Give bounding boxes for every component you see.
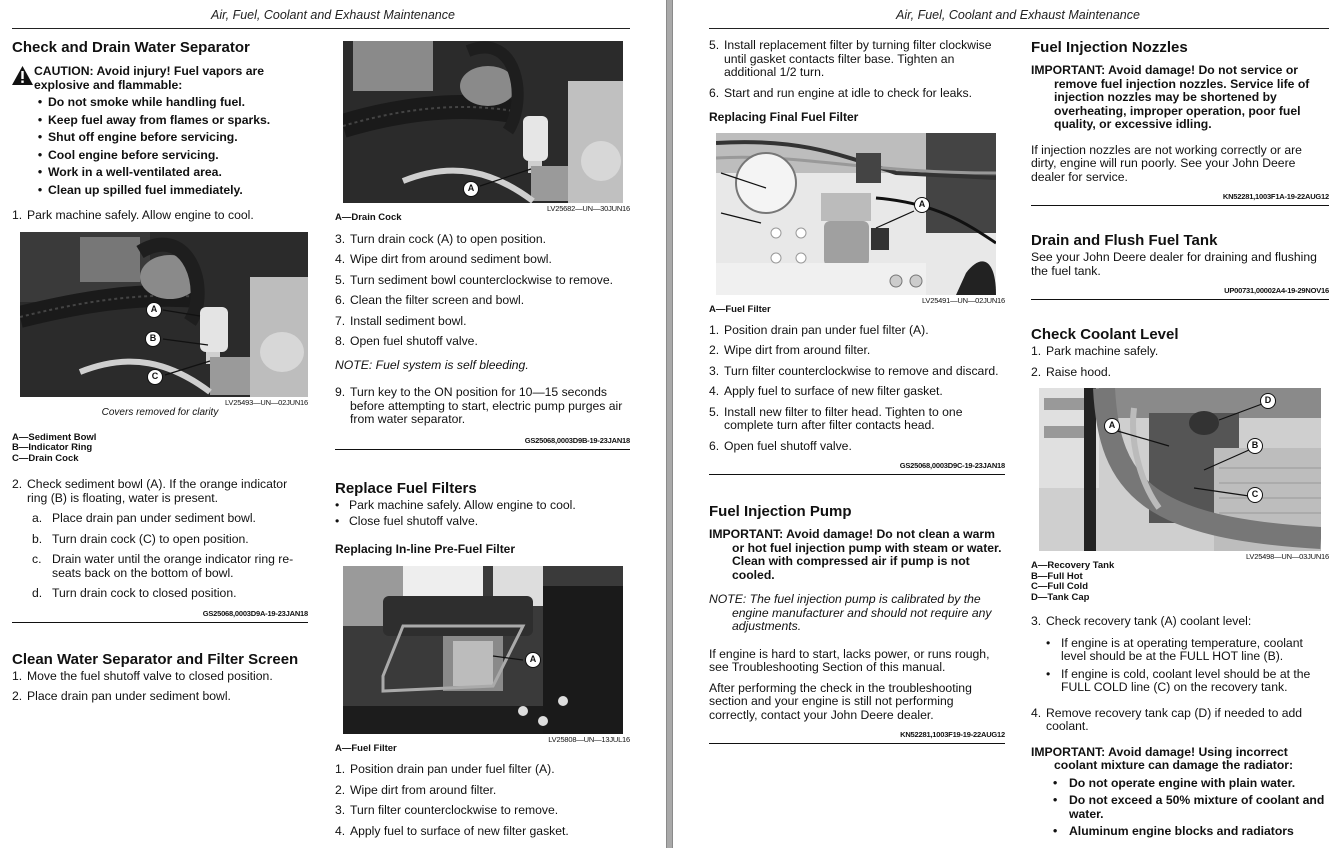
bullet-item: • If engine is cold, coolant level should be at the FULL COLD line (C) on the recovery tank. — [1046, 666, 1311, 694]
section-title: Clean Water Separator and Filter Screen — [12, 650, 299, 668]
callout-a: A — [146, 302, 162, 318]
left-col-1 — [12, 39, 308, 704]
legend-item: A—Recovery Tank — [1031, 560, 1115, 571]
step-item: 6. Start and run engine at idle to check for leaks. — [709, 85, 972, 100]
bullet-item: • Keep fuel away from flames or sparks. — [37, 112, 271, 127]
right-col-1 — [709, 34, 1005, 744]
reference-code: GS25068,0003D9A-19-23JAN18 — [202, 608, 308, 618]
paragraph: If injection nozzles are not working correctly or are dirty, engine will run poorly. See your John Deere dealer for service. — [1031, 142, 1302, 184]
figure-id: LV25493—UN—02JUN16 — [225, 397, 308, 407]
callout-a: A — [525, 652, 541, 668]
reference-code: KN52281,1003F1A-19-22AUG12 — [1222, 192, 1329, 201]
figure-legend — [335, 213, 630, 224]
callout-c: C — [1247, 487, 1263, 503]
figure-legend — [709, 305, 1005, 316]
section-rule — [12, 622, 308, 623]
callout-b: B — [1247, 438, 1263, 454]
section-rule — [709, 474, 1005, 475]
bullet-item: • Close fuel shutoff valve. — [335, 514, 479, 528]
filter-illustration — [716, 133, 996, 295]
section-title: Check Coolant Level — [1031, 326, 1179, 343]
figure-id: LV25808—UN—13JUL16 — [548, 734, 630, 744]
substep-item: d. Turn drain cock to closed position. — [32, 586, 237, 600]
bullet-item: • Do not operate engine with plain water. — [1053, 775, 1296, 790]
legend-item: D—Tank Cap — [1031, 591, 1090, 603]
step-item: 7. Install sediment bowl. — [335, 313, 467, 328]
step-item: 3. Check recovery tank (A) coolant level: — [1031, 614, 1252, 628]
section-rule — [335, 449, 630, 450]
figure-legend — [1031, 561, 1329, 603]
step-item: 8. Open fuel shutoff valve. — [335, 334, 478, 348]
left-col-2 — [335, 41, 630, 838]
figure-final-filter — [716, 133, 996, 295]
subsection-title: Replacing Final Fuel Filter — [709, 110, 859, 124]
step-item: 3. Turn drain cock (A) to open position. — [335, 231, 546, 246]
running-head: Air, Fuel, Coolant and Exhaust Maintenance — [211, 8, 455, 22]
figure-legend — [335, 744, 630, 755]
right-page — [673, 0, 1337, 848]
step-item: 2. Raise hood. — [1031, 364, 1112, 379]
step-item: 2. Check sediment bowl (A). If the orange indicator ring (B) is floating, water is present. — [12, 477, 288, 505]
callout-a: A — [914, 197, 930, 213]
step-item: 9. Turn key to the ON position for 10—15 seconds before attempting to start, electric pump purges air from water separator. — [335, 385, 623, 426]
step-item: 3. Turn filter counterclockwise to remove and discard. — [709, 363, 999, 378]
caution-bullets — [12, 96, 308, 197]
bullet-item: • Park machine safely. Allow engine to cool. — [335, 497, 576, 512]
reference-code: KN52281,1003F19-19-22AUG12 — [900, 730, 1005, 739]
bullet-item: • Aluminum engine blocks and radiators — [1053, 824, 1294, 838]
step-item: 4. Apply fuel to surface of new filter gasket. — [709, 384, 943, 398]
step-item: 3. Turn filter counterclockwise to remove. — [335, 803, 559, 817]
note-text: NOTE: Fuel system is self bleeding. — [335, 357, 529, 372]
important-text: IMPORTANT: Avoid damage! Do not clean a warm or hot fuel injection pump with steam or water. Clean with compressed air if pump is not cooled. — [709, 527, 1002, 582]
substep-item: b. Turn drain cock (C) to open position. — [32, 531, 249, 546]
callout-c: C — [147, 369, 163, 385]
bullet-item: • Work in a well-ventilated area. — [37, 165, 222, 179]
paragraph: After performing the check in the troubleshooting section and your engine is still not performing correctly, contact your John Deere dealer. — [709, 680, 972, 722]
bullet-item: • Do not exceed a 50% mixture of coolant and water. — [1053, 793, 1325, 821]
step-item: 1. Position drain pan under fuel filter (A). — [709, 322, 929, 337]
step-item: 5. Install replacement filter by turning filter clockwise until gasket contacts filter base. Tighten an additional 1/2 turn. — [709, 38, 992, 79]
legend-item: A—Sediment Bowl — [12, 431, 97, 443]
section-rule — [709, 743, 1005, 744]
header-rule — [12, 28, 630, 29]
note-text: NOTE: The fuel injection pump is calibrated by the engine manufacturer and should not require any adjustments. — [709, 592, 992, 633]
callout-a: A — [1104, 418, 1120, 434]
legend-item: C—Drain Cock — [12, 452, 79, 464]
figure-id: LV25682—UN—30JUN16 — [547, 204, 630, 213]
paragraph: If engine is hard to start, lacks power, or runs rough, see Troubleshooting Section of this manual. — [709, 646, 990, 674]
step-item: 4. Apply fuel to surface of new filter gasket. — [335, 823, 569, 838]
running-head: Air, Fuel, Coolant and Exhaust Maintenance — [896, 8, 1140, 22]
legend-item: B—Full Hot — [1031, 570, 1083, 582]
right-col-2 — [1031, 39, 1329, 839]
caution-text: CAUTION: Avoid injury! Fuel vapors are explosive and flammable: — [34, 64, 265, 92]
coolant-illustration — [1039, 388, 1321, 551]
section-rule — [1031, 205, 1329, 206]
step-item: 5. Turn sediment bowl counterclockwise to remove. — [335, 272, 614, 287]
step-item: 2. Place drain pan under sediment bowl. — [12, 689, 231, 703]
callout-b: B — [145, 331, 161, 347]
step-item: 4. Wipe dirt from around sediment bowl. — [335, 252, 552, 266]
substep-item: a. Place drain pan under sediment bowl. — [32, 511, 256, 525]
legend-item: A—Fuel Filter — [335, 742, 397, 754]
step-item: 6. Clean the filter screen and bowl. — [335, 293, 525, 307]
figure-id: LV25498—UN—03JUN16 — [1246, 552, 1329, 561]
step-item: 1. Position drain pan under fuel filter (A). — [335, 762, 555, 776]
caution-block — [12, 65, 308, 92]
reference-code: UP00731,00002A4-19-29NOV16 — [1224, 286, 1329, 295]
figure-caption: Covers removed for clarity — [101, 406, 219, 418]
engine-photo — [20, 232, 308, 397]
step-item: 1. Move the fuel shutoff valve to closed position. — [12, 668, 273, 683]
step-item: 1. Park machine safely. Allow engine to cool. — [12, 208, 254, 222]
bullet-item: • Clean up spilled fuel immediately. — [37, 182, 243, 197]
section-rule — [1031, 299, 1329, 300]
step-item: 4. Remove recovery tank cap (D) if needed to add coolant. — [1031, 705, 1303, 733]
reference-code: GS25068,0003D9B-19-23JAN18 — [524, 435, 630, 445]
page-divider — [666, 0, 673, 848]
figure-inline-filter — [343, 566, 623, 734]
legend-item: C—Full Cold — [1031, 581, 1088, 592]
callout-a: A — [463, 181, 479, 197]
bullet-item: • Cool engine before servicing. — [37, 147, 219, 162]
figure-legend — [12, 433, 308, 465]
figure-water-separator — [20, 232, 308, 397]
legend-item: B—Indicator Ring — [12, 442, 93, 453]
figure-id: LV25491—UN—02JUN16 — [922, 296, 1005, 305]
section-title: Fuel Injection Nozzles — [1031, 39, 1188, 56]
step-item: 6. Open fuel shutoff valve. — [709, 438, 852, 453]
bullet-item: • If engine is at operating temperature, coolant level should be at the FULL HOT line (B). — [1046, 635, 1303, 663]
step-item: 5. Install new filter to filter head. Tighten to one complete turn after filter contacts head. — [709, 404, 963, 432]
header-rule — [709, 28, 1329, 29]
bullet-item: • Do not smoke while handling fuel. — [37, 95, 246, 109]
warning-triangle-icon — [12, 66, 34, 90]
substep-item: c. Drain water until the orange indicator ring re-seats back on the bottom of bowl. — [32, 552, 294, 580]
legend-item: A—Drain Cock — [335, 212, 402, 223]
step-item: 1. Park machine safely. — [1031, 344, 1159, 358]
legend-item: A—Fuel Filter — [709, 304, 771, 315]
left-page — [0, 0, 666, 848]
important-text: IMPORTANT: Avoid damage! Using incorrect coolant mixture can damage the radiator: — [1031, 744, 1294, 772]
filter-illustration — [343, 566, 623, 734]
figure-coolant-tank — [1039, 388, 1321, 551]
bullet-item: • Shut off engine before servicing. — [37, 130, 238, 144]
reference-code: GS25068,0003D9C-19-23JAN18 — [899, 461, 1005, 470]
section-title: Replace Fuel Filters — [335, 479, 477, 497]
engine-photo — [343, 41, 623, 203]
callout-d: D — [1260, 393, 1276, 409]
section-title: Drain and Flush Fuel Tank — [1031, 232, 1218, 249]
section-title: Fuel Injection Pump — [709, 503, 852, 520]
important-text: IMPORTANT: Avoid damage! Do not service or remove fuel injection nozzles. Service life of injection nozzles may be shortened by overheating, improper operation, poor fuel quality, or excessive idling. — [1031, 63, 1310, 131]
figure-drain-cock — [343, 41, 623, 203]
step-item: 2. Wipe dirt from around filter. — [709, 343, 871, 357]
section-title: Check and Drain Water Separator — [12, 39, 250, 56]
step-item: 2. Wipe dirt from around filter. — [335, 782, 497, 797]
paragraph: See your John Deere dealer for draining and flushing the fuel tank. — [1031, 250, 1317, 278]
subsection-title: Replacing In-line Pre-Fuel Filter — [335, 541, 516, 556]
